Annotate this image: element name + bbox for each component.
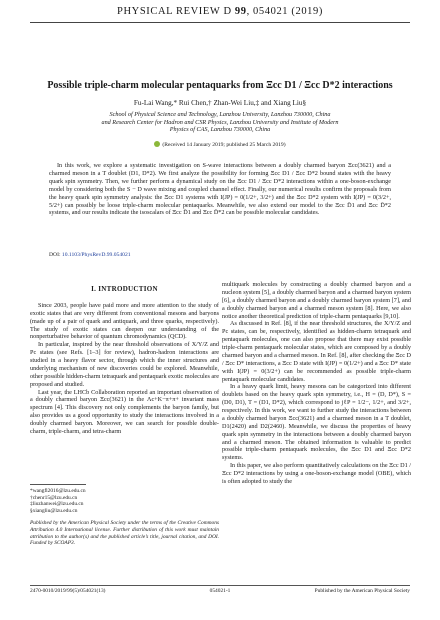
affiliation-line: School of Physical Science and Technology, Lanzhou University, Lanzhou 730000, China xyxy=(109,111,331,118)
paper-title: Possible triple-charm molecular pentaquarks from Ξcc D1 / Ξcc D*2 interactions xyxy=(47,80,393,91)
paragraph: In particular, inspired by the near threshold observations of X/Y/Z and Pc states (see Refs. [1–3] for review), hadron-hadron interactions are studied in a heavy flavor sector, through which the inner structures and underlying mechanism of new discoveries could be explored. Meanwhile, other possible hidden-charm tetraquark and pentaquark exotic molecules are proposed and studied. xyxy=(30,341,219,388)
affiliation xyxy=(52,111,388,134)
left-column xyxy=(30,286,219,436)
check-updates-icon[interactable] xyxy=(154,141,160,147)
footer-rule xyxy=(30,585,410,586)
affiliation-line: and Research Center for Hadron and CSR Physics, Lanzhou University and Institute of Modern xyxy=(101,118,339,126)
article-number: 054021 (2019) xyxy=(253,6,323,17)
abstract xyxy=(49,162,391,217)
doi-link[interactable]: 10.1103/PhysRevD.99.054021 xyxy=(61,252,131,258)
footnote-email[interactable]: *wangfl2016@lzu.edu.cn xyxy=(30,488,86,494)
publication-dates xyxy=(30,141,410,148)
doi-line xyxy=(49,252,131,258)
paragraph: multiquark molecules by constructing a doubly charmed baryon and a nucleon system [5], a doubly charmed baryon and a charmed baryon system [6], a doubly charmed baryon and a doubly charmed baryon system [7], and a doubly charmed baryon and a charmed meson system [8]. Here, we also notice another theoretical prediction of triple-charm pentaquarks [9,10]. xyxy=(222,281,411,320)
footnote-email[interactable]: ‡liuzhanwei@lzu.edu.cn xyxy=(30,501,84,508)
section-heading: I. INTRODUCTION xyxy=(91,285,158,293)
author-list: Fu-Lai Wang,* Rui Chen,† Zhan-Wei Liu,‡ and Xiang Liu§ xyxy=(133,99,307,107)
dates-text: (Received 14 January 2019; published 25 March 2019) xyxy=(162,142,286,148)
footnote-email[interactable]: †chenr15@lzu.edu.cn xyxy=(30,494,78,501)
footnote-rule xyxy=(30,484,86,485)
license-notice: Published by the American Physical Society under the terms of the Creative Commons Attribution 4.0 International license. Further distribution of this work must maintain attribution to the author(s) and the published article’s title, journal citation, and DOI. Funded by SCOAP3. xyxy=(30,520,219,547)
footnotes xyxy=(30,484,219,547)
header-rule xyxy=(30,22,410,23)
footer-issn: 2470-0010/2019/99(5)/054021(13) xyxy=(30,588,106,594)
footnote-email[interactable]: §xiangliu@lzu.edu.cn xyxy=(30,507,78,514)
paragraph: In this paper, we also perform quantitatively calculations on the Ξcc D1 / Ξcc D*2 interactions by using a one-boson-exchange model (OBE), which is often adopted to study the xyxy=(222,462,411,485)
journal-volume: 99 xyxy=(234,6,247,17)
journal-name: PHYSICAL REVIEW D xyxy=(117,6,232,17)
abstract-text: In this work, we explore a systematic investigation on S-wave interactions between a doubly charmed baryon Ξcc(3621) and a charmed meson in a T doublet (D1, D*2). We first analyze the possibility for forming Ξcc D1 / Ξcc D*2 bound states with the heavy quark spin symmetry. Then, we further perform a dynamical study on the Ξcc D1 / Ξcc D*2 interactions within a one-boson-exchange model by considering both the S − D wave mixing and coupled channel effect. Finally, our numerical results confirm the proposals from the heavy quark spin symmetry analysis: the Ξcc D1 systems with I(JP) = 0(1/2+, 3/2+) and the Ξcc D*2 system with I(JP) = 0(3/2+, 5/2+) can possibly be loose triple-charm molecular pentaquarks. Meanwhile, we also extend our model to the Ξcc D̄1 and Ξcc D̄*2 systems, and our results indicate the isoscalars of Ξcc D̄1 and Ξcc D̄*2 can be possible molecular candidates. xyxy=(49,162,391,217)
right-column xyxy=(222,281,411,486)
paragraph: In a heavy quark limit, heavy mesons can be categorized into different doublets based on the heavy quark spin symmetry, i.e., H = (D, D*), S = (D0, D1), T = (D1, D*2), which correspond to jℓP = 1/2−, 1/2+, and 3/2+, respectively. In this work, we want to further study the interactions between a doubly charmed baryon Ξcc(3621) and a charmed meson in a T doublet, D1(2420) and D2(2460). Meanwhile, we discuss the properties of heavy quark spin symmetry in the interactions between a doubly charmed baryon and a charmed meson. The obtained information is valuable to predict possible triple-charm pentaquark molecules, the Ξcc D1 and Ξcc D*2 systems. xyxy=(222,383,411,462)
paragraph: Since 2003, people have paid more and more attention to the study of exotic states that are very different from conventional mesons and baryons (made up of a pair of quark and antiquark, and three quarks, respectively). The study of exotic states can deepen our understanding of the nonperturbative behavior of quantum chromodynamics (QCD). xyxy=(30,301,219,341)
affiliation-line: Physics of CAS, Lanzhou 730000, China xyxy=(169,126,271,134)
footer-page-number: 054021-1 xyxy=(209,588,231,594)
paragraph: As discussed in Ref. [8], if the near threshold structures, the X/Y/Z and Pc states, can be, respectively, identified as hidden-charm tetraquark and pentaquark molecules, one can also propose that there may exist possible triple-charm pentaquark molecular states, which are composed by a doubly charmed baryon and a charmed meson. In Ref. [8], after checking the Ξcc D / Ξcc D* interactions, a Ξcc D state with I(JP) = 0(1/2+) and a Ξcc D* state with I(JP) = 0(3/2+) can be recommended as possible triple-charm pentaquark molecular candidates. xyxy=(222,320,411,383)
journal-header: PHYSICAL REVIEW D 99, 054021 (2019) xyxy=(117,6,323,17)
footer-publisher: Published by the American Physical Society xyxy=(314,588,410,594)
paragraph: Last year, the LHCb Collaboration reported an important observation of a doubly charmed baryon Ξcc(3621) in the Λc+K−π+π+ invariant mass spectrum [4]. This discovery not only complements the baryon family, but also provides us a good opportunity to study the interactions involved in a doubly charmed baryon. Moreover, we can search for possible double-charm, triple-charm, and tetra-charm xyxy=(30,388,219,435)
doi-label: DOI: xyxy=(49,252,61,258)
